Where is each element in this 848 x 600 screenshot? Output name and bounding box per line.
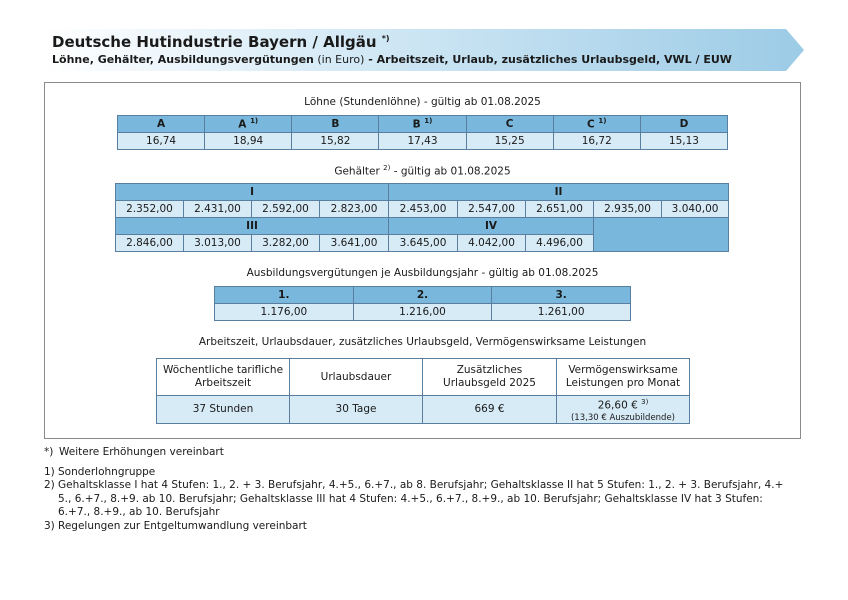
- wage-value: 17,43: [379, 133, 466, 150]
- wages-value-row: [118, 133, 728, 150]
- title-footnote-mark: *): [381, 34, 390, 43]
- vwl-value: 26,60 € $^{3)}$ (13,30 € Auszubildende): [557, 396, 690, 424]
- salary-value: 2.547,00: [458, 201, 526, 218]
- salary-value: 2.592,00: [252, 201, 320, 218]
- salaries-header-row-2: [116, 218, 729, 235]
- working-caption: Arbeitszeit, Urlaubsdauer, zusätzliches Urlaubsgeld, Vermögenswirksame Leistungen: [198, 336, 647, 348]
- holiday-pay-header: Zusätzliches Urlaubsgeld 2025: [423, 359, 557, 396]
- page-subtitle: Löhne, Gehälter, Ausbildungsvergütungen (in Euro) - Arbeitszeit, Urlaub, zusätzliches Urlaubsgeld, VWL / EUW: [52, 53, 732, 66]
- wage-group-c1: C $^{1)}$: [553, 116, 640, 133]
- vwl-apprentice-note: (13,30 € Auszubildende): [570, 412, 675, 423]
- salaries-header-row-1: [116, 184, 729, 201]
- header-banner: [44, 29, 804, 71]
- training-caption: Ausbildungsvergütungen je Ausbildungsjahr - gültig ab 01.08.2025: [246, 267, 599, 279]
- training-year: 2.: [353, 287, 492, 304]
- training-year: 3.: [492, 287, 631, 304]
- salary-value: 3.040,00: [662, 201, 729, 218]
- wage-value: 16,74: [118, 133, 205, 150]
- holiday-pay-value: 669 €: [423, 396, 557, 424]
- training-year: 1.: [215, 287, 354, 304]
- wage-group-a1: A $^{1)}$: [205, 116, 292, 133]
- vacation-header: Urlaubsdauer: [290, 359, 423, 396]
- salary-class-4: IV: [389, 218, 594, 235]
- working-header-row: [157, 359, 690, 396]
- wages-header-row: [118, 116, 728, 133]
- salaries-caption: Gehälter $^{2)}$ - gültig ab 01.08.2025: [334, 164, 511, 178]
- salary-value: 2.453,00: [389, 201, 458, 218]
- wage-group-b: B: [292, 116, 379, 133]
- salary-value: 2.846,00: [116, 235, 184, 252]
- salary-value: 4.496,00: [526, 235, 594, 252]
- training-table: [214, 286, 631, 321]
- salaries-value-row-1: [116, 201, 729, 218]
- salary-value: 2.823,00: [320, 201, 389, 218]
- wages-caption: Löhne (Stundenlöhne) - gültig ab 01.08.2025: [304, 96, 541, 108]
- salary-value: 3.641,00: [320, 235, 389, 252]
- wage-value: 15,13: [640, 133, 727, 150]
- training-value: 1.216,00: [353, 304, 492, 321]
- training-value: 1.176,00: [215, 304, 354, 321]
- salary-value: 3.645,00: [389, 235, 458, 252]
- salary-value: 3.282,00: [252, 235, 320, 252]
- salary-value: 2.651,00: [526, 201, 594, 218]
- wages-table: [117, 115, 728, 150]
- footnotes: [44, 446, 799, 533]
- footnote-1: 1) Sonderlohngruppe: [44, 465, 156, 478]
- vwl-header: Vermögenswirksame Leistungen pro Monat: [557, 359, 690, 396]
- salary-class-3: III: [116, 218, 389, 235]
- salary-empty-cell: [594, 218, 729, 252]
- wage-group-d: D: [640, 116, 727, 133]
- working-value-row: [157, 396, 690, 424]
- wage-group-b1: B $^{1)}$: [379, 116, 466, 133]
- wage-value: 16,72: [553, 133, 640, 150]
- wage-value: 15,82: [292, 133, 379, 150]
- training-value-row: [215, 304, 631, 321]
- salary-class-2: II: [389, 184, 729, 201]
- footnote-2: 2) Gehaltsklasse I hat 4 Stufen: 1., 2. + 3. Berufsjahr, 4.+5., 6.+7., ab 8. Berufsjahr; Gehaltsklasse II hat 5 Stufen: 1., 2. + 3. Berufsjahr, 4.+ 5., 6.+7., 8.+9. ab 10. Berufsjahr; Gehaltsklasse III hat 4 Stufen: 4.+5., 6.+7., 8.+9., ab 10. Berufsjahr; Gehaltsklasse IV hat 3 Stufen: 6.+7., 8.+9., ab 10. Berufsjahr: [44, 479, 784, 518]
- salary-class-1: I: [116, 184, 389, 201]
- wage-value: 15,25: [466, 133, 553, 150]
- salary-value: 2.352,00: [116, 201, 184, 218]
- wage-group-a: A: [118, 116, 205, 133]
- wage-group-c: C: [466, 116, 553, 133]
- salaries-table: [115, 183, 729, 252]
- footnote-3: 3) Regelungen zur Entgeltumwandlung vereinbart: [44, 519, 307, 532]
- salary-value: 4.042,00: [458, 235, 526, 252]
- weekly-hours-header: Wöchentliche tarifliche Arbeitszeit: [157, 359, 290, 396]
- salary-value: 2.431,00: [184, 201, 252, 218]
- vacation-value: 30 Tage: [290, 396, 423, 424]
- wage-value: 18,94: [205, 133, 292, 150]
- page-title: Deutsche Hutindustrie Bayern / Allgäu *): [52, 33, 390, 51]
- footnote-star: *) Weitere Erhöhungen vereinbart: [44, 446, 224, 458]
- training-value: 1.261,00: [492, 304, 631, 321]
- working-table: [156, 358, 690, 424]
- salary-value: 2.935,00: [594, 201, 662, 218]
- training-header-row: [215, 287, 631, 304]
- weekly-hours-value: 37 Stunden: [157, 396, 290, 424]
- salary-value: 3.013,00: [184, 235, 252, 252]
